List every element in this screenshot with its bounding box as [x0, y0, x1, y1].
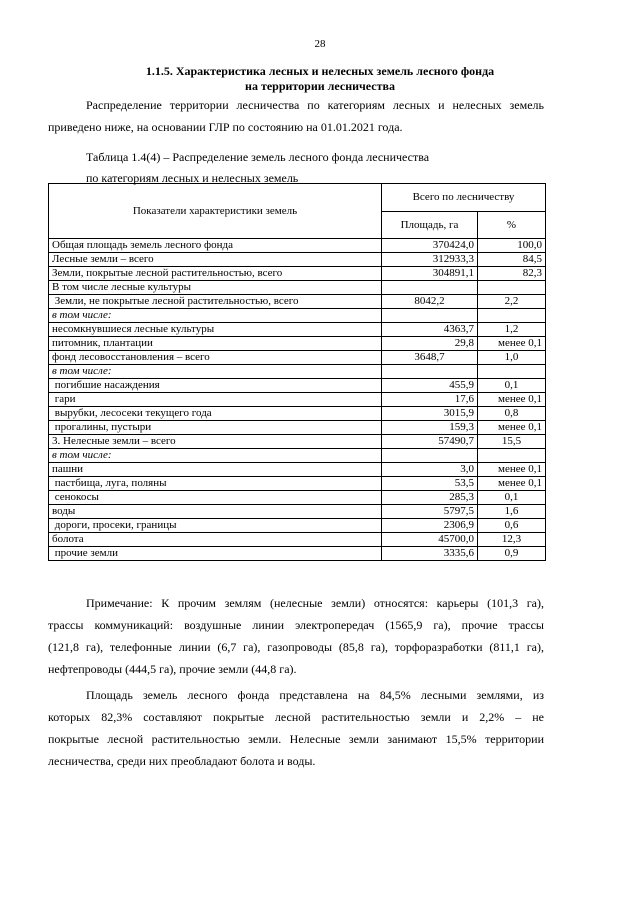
table-row: [49, 533, 546, 547]
row-label: Общая площадь земель лесного фонда: [49, 239, 382, 253]
row-percent: менее 0,1: [478, 393, 546, 407]
row-area: 159,3: [382, 421, 478, 435]
row-percent: [478, 365, 546, 379]
table-row: [49, 547, 546, 561]
header-indicators: Показатели характеристики земель: [49, 184, 382, 239]
row-label: фонд лесовосстановления – всего: [49, 351, 382, 365]
row-label: пастбища, луга, поляны: [49, 477, 382, 491]
row-label: в том числе:: [49, 309, 382, 323]
row-area: 45700,0: [382, 533, 478, 547]
table-row: [49, 393, 546, 407]
row-label: сенокосы: [49, 491, 382, 505]
row-label: болота: [49, 533, 382, 547]
table-row: [49, 295, 546, 309]
row-label: пашни: [49, 463, 382, 477]
row-percent: 1,0: [478, 351, 546, 365]
section-title-line2: на территории лесничества: [245, 79, 395, 93]
row-area: 370424,0: [382, 239, 478, 253]
row-percent: 82,3: [478, 267, 546, 281]
table-row: [49, 267, 546, 281]
row-label: гари: [49, 393, 382, 407]
row-percent: 1,6: [478, 505, 546, 519]
header-pct: %: [478, 212, 546, 239]
row-label: Земли, не покрытые лесной растительностью, всего: [49, 295, 382, 309]
summary-line4: лесничества, среди них преобладают болота и воды.: [48, 754, 316, 768]
row-area: 3,0: [382, 463, 478, 477]
table-row: [49, 435, 546, 449]
header-area: Площадь, га: [382, 212, 478, 239]
intro-line2: приведено ниже, на основании ГЛР по состоянию на 01.01.2021 года.: [48, 120, 403, 134]
row-label: прочие земли: [49, 547, 382, 561]
row-label: погибшие насаждения: [49, 379, 382, 393]
row-area: 3335,6: [382, 547, 478, 561]
table-row: [49, 477, 546, 491]
row-percent: менее 0,1: [478, 337, 546, 351]
row-percent: 0,9: [478, 547, 546, 561]
table-row: [49, 407, 546, 421]
table-caption: [86, 150, 429, 186]
row-area: [382, 449, 478, 463]
table-row: [49, 337, 546, 351]
row-percent: менее 0,1: [478, 463, 546, 477]
row-percent: [478, 449, 546, 463]
table-row: [49, 323, 546, 337]
summary-line1: Площадь земель лесного фонда представлена на 84,5% лесными землями, из: [86, 688, 544, 702]
row-label: в том числе:: [49, 449, 382, 463]
row-label: Земли, покрытые лесной растительностью, всего: [49, 267, 382, 281]
land-distribution-table: [48, 183, 546, 561]
row-percent: 12,3: [478, 533, 546, 547]
table-row: [49, 519, 546, 533]
row-area: [382, 365, 478, 379]
intro-line1: Распределение территории лесничества по категориям лесных и нелесных земель: [86, 98, 544, 112]
table-row: [49, 239, 546, 253]
row-area: 29,8: [382, 337, 478, 351]
summary-line3: покрытые лесной растительностью земли. Нелесные земли занимают 15,5% территории: [48, 732, 544, 746]
row-percent: 1,2: [478, 323, 546, 337]
table-row: [49, 421, 546, 435]
row-label: воды: [49, 505, 382, 519]
row-label: в том числе:: [49, 365, 382, 379]
table-caption-line2: по категориям лесных и нелесных земель: [86, 171, 299, 185]
table-row: [49, 379, 546, 393]
row-area: 312933,3: [382, 253, 478, 267]
row-percent: 0,1: [478, 379, 546, 393]
table-row: [49, 309, 546, 323]
row-area: 455,9: [382, 379, 478, 393]
row-percent: менее 0,1: [478, 477, 546, 491]
row-area: 3648,7: [382, 351, 478, 365]
table-row: [49, 505, 546, 519]
table-row: [49, 253, 546, 267]
row-percent: [478, 309, 546, 323]
row-percent: 84,5: [478, 253, 546, 267]
summary-paragraph: [48, 684, 544, 772]
row-area: 5797,5: [382, 505, 478, 519]
table-row: [49, 449, 546, 463]
row-area: 2306,9: [382, 519, 478, 533]
row-label: В том числе лесные культуры: [49, 281, 382, 295]
row-percent: 15,5: [478, 435, 546, 449]
header-total: Всего по лесничеству: [382, 184, 546, 212]
note-line3: (121,8 га), телефонные линии (6,7 га), газопроводы (85,8 га), торфоразработки (811,1 га),: [48, 640, 544, 654]
row-area: 3015,9: [382, 407, 478, 421]
row-percent: 0,1: [478, 491, 546, 505]
row-label: вырубки, лесосеки текущего года: [49, 407, 382, 421]
row-area: 17,6: [382, 393, 478, 407]
row-label: прогалины, пустыри: [49, 421, 382, 435]
row-area: 304891,1: [382, 267, 478, 281]
row-percent: 2,2: [478, 295, 546, 309]
row-label: несомкнувшиеся лесные культуры: [49, 323, 382, 337]
table-row: [49, 351, 546, 365]
row-area: 53,5: [382, 477, 478, 491]
intro-paragraph: [48, 94, 544, 138]
row-area: [382, 281, 478, 295]
row-percent: [478, 281, 546, 295]
table-row: [49, 365, 546, 379]
row-label: 3. Нелесные земли – всего: [49, 435, 382, 449]
note-line4: нефтепроводы (444,5 га), прочие земли (44,8 га).: [48, 662, 297, 676]
section-title: [100, 64, 540, 94]
row-area: [382, 309, 478, 323]
row-label: питомник, плантации: [49, 337, 382, 351]
row-percent: 0,8: [478, 407, 546, 421]
table-row: [49, 281, 546, 295]
page-number: 28: [314, 38, 326, 50]
note-line2: трассы коммуникаций: воздушные линии электропередач (1565,9 га), прочие трассы: [48, 618, 544, 632]
row-percent: менее 0,1: [478, 421, 546, 435]
row-area: 8042,2: [382, 295, 478, 309]
summary-line2: которых 82,3% составляют покрытые лесной растительностью земли и 2,2% – не: [48, 710, 544, 724]
table-caption-line1: Таблица 1.4(4) – Распределение земель лесного фонда лесничества: [86, 150, 430, 164]
row-percent: 100,0: [478, 239, 546, 253]
note-paragraph: [48, 592, 544, 680]
row-area: 285,3: [382, 491, 478, 505]
row-label: Лесные земли – всего: [49, 253, 382, 267]
row-area: 57490,7: [382, 435, 478, 449]
section-title-line1: 1.1.5. Характеристика лесных и нелесных земель лесного фонда: [145, 64, 495, 78]
row-percent: 0,6: [478, 519, 546, 533]
note-line1: Примечание: К прочим землям (нелесные земли) относятся: карьеры (101,3 га),: [86, 596, 544, 610]
row-area: 4363,7: [382, 323, 478, 337]
table-row: [49, 491, 546, 505]
table-row: [49, 463, 546, 477]
row-label: дороги, просеки, границы: [49, 519, 382, 533]
